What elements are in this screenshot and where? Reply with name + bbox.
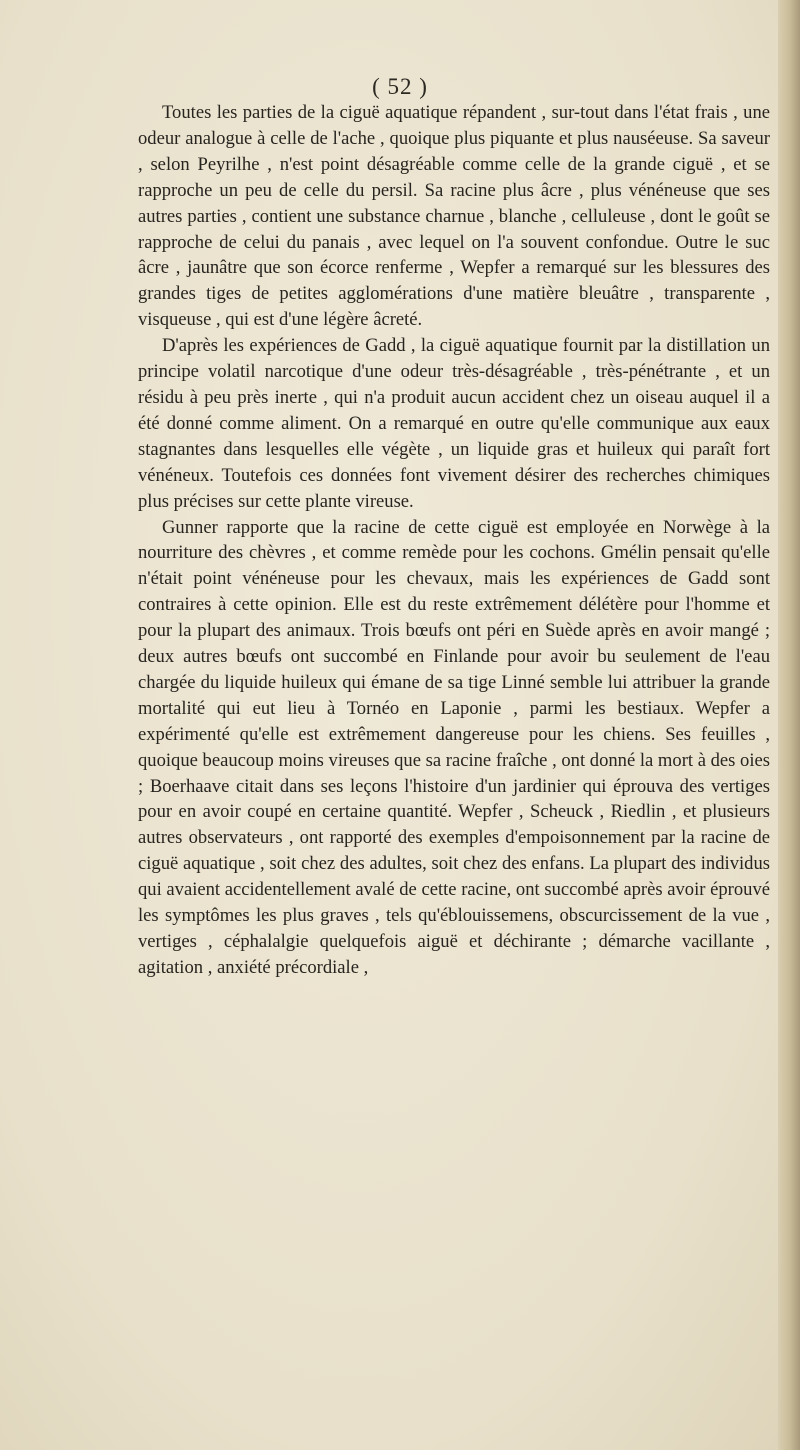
paragraph-1: Toutes les parties de la ciguë aquatique répandent , sur-tout dans l'état frais , une odeur analogue à celle de l'ache , quoique plus piquante et plus nauséeuse. Sa saveur , selon Peyrilhe , n'est point désagréable comme celle de la grande ciguë , et se rapproche un peu de celle du persil. Sa racine plus âcre , plus vénéneuse que ses autres parties , contient une substance charnue , blanche , celluleuse , dont le goût se rapproche de celui du panais , avec lequel on l'a souvent confondue. Outre le suc âcre , jaunâtre que son écorce renferme , Wepfer a remarqué sur les blessures des grandes tiges de petites agglomérations d'une matière bleuâtre , transparente , visqueuse , qui est d'une légère âcreté.: [138, 102, 770, 331]
page-edge: [778, 0, 800, 1450]
paragraph-2: D'après les expériences de Gadd , la ciguë aquatique fournit par la distillation un principe volatil narcotique d'une odeur très-désagréable , très-pénétrante , et un résidu à peu près inerte , qui n'a produit aucun accident chez un oiseau auquel il a été donné comme aliment. On a remarqué en outre qu'elle communique aux eaux stagnantes dans lesquelles elle végète , un liquide gras et huileux qui paraît fort vénéneux. Toutefois ces données font vivement désirer des recherches chimiques plus précises sur cette plante vireuse.: [138, 335, 770, 512]
page-text: [138, 100, 770, 981]
page-number: ( 52 ): [372, 74, 428, 99]
paragraph-3: Gunner rapporte que la racine de cette ciguë est employée en Norwège à la nourriture des chèvres , et comme remède pour les cochons. Gmélin pensait qu'elle n'était point vénéneuse pour les chevaux, mais les expériences de Gadd sont contraires à cette opinion. Elle est du reste extrêmement délétère pour l'homme et pour la plupart des animaux. Trois bœufs ont péri en Suède après en avoir mangé ; deux autres bœufs ont succombé en Finlande pour avoir bu seulement de l'eau chargée du liquide huileux qui émane de sa tige Linné semble lui attribuer la grande mortalité qui eut lieu à Tornéo en Laponie , parmi les bestiaux. Wepfer a expérimenté qu'elle est extrêmement dangereuse pour les chiens. Ses feuilles , quoique beaucoup moins vireuses que sa racine fraîche , ont donné la mort à des oies ; Boerhaave citait dans ses leçons l'histoire d'un jardinier qui éprouva des vertiges pour en avoir coupé en certaine quantité. Wepfer , Scheuck , Riedlin , et plusieurs autres observateurs , ont rapporté des exemples d'empoisonnement par la racine de ciguë aquatique , soit chez des adultes, soit chez des enfans. La plupart des individus qui avaient accidentellement avalé de cette racine, ont succombé après avoir éprouvé les symptômes les plus graves , tels qu'éblouissemens, obscurcissement de la vue , vertiges , céphalalgie quelquefois aiguë et déchirante ; démarche vacillante , agitation , anxiété précordiale ,: [138, 516, 770, 978]
